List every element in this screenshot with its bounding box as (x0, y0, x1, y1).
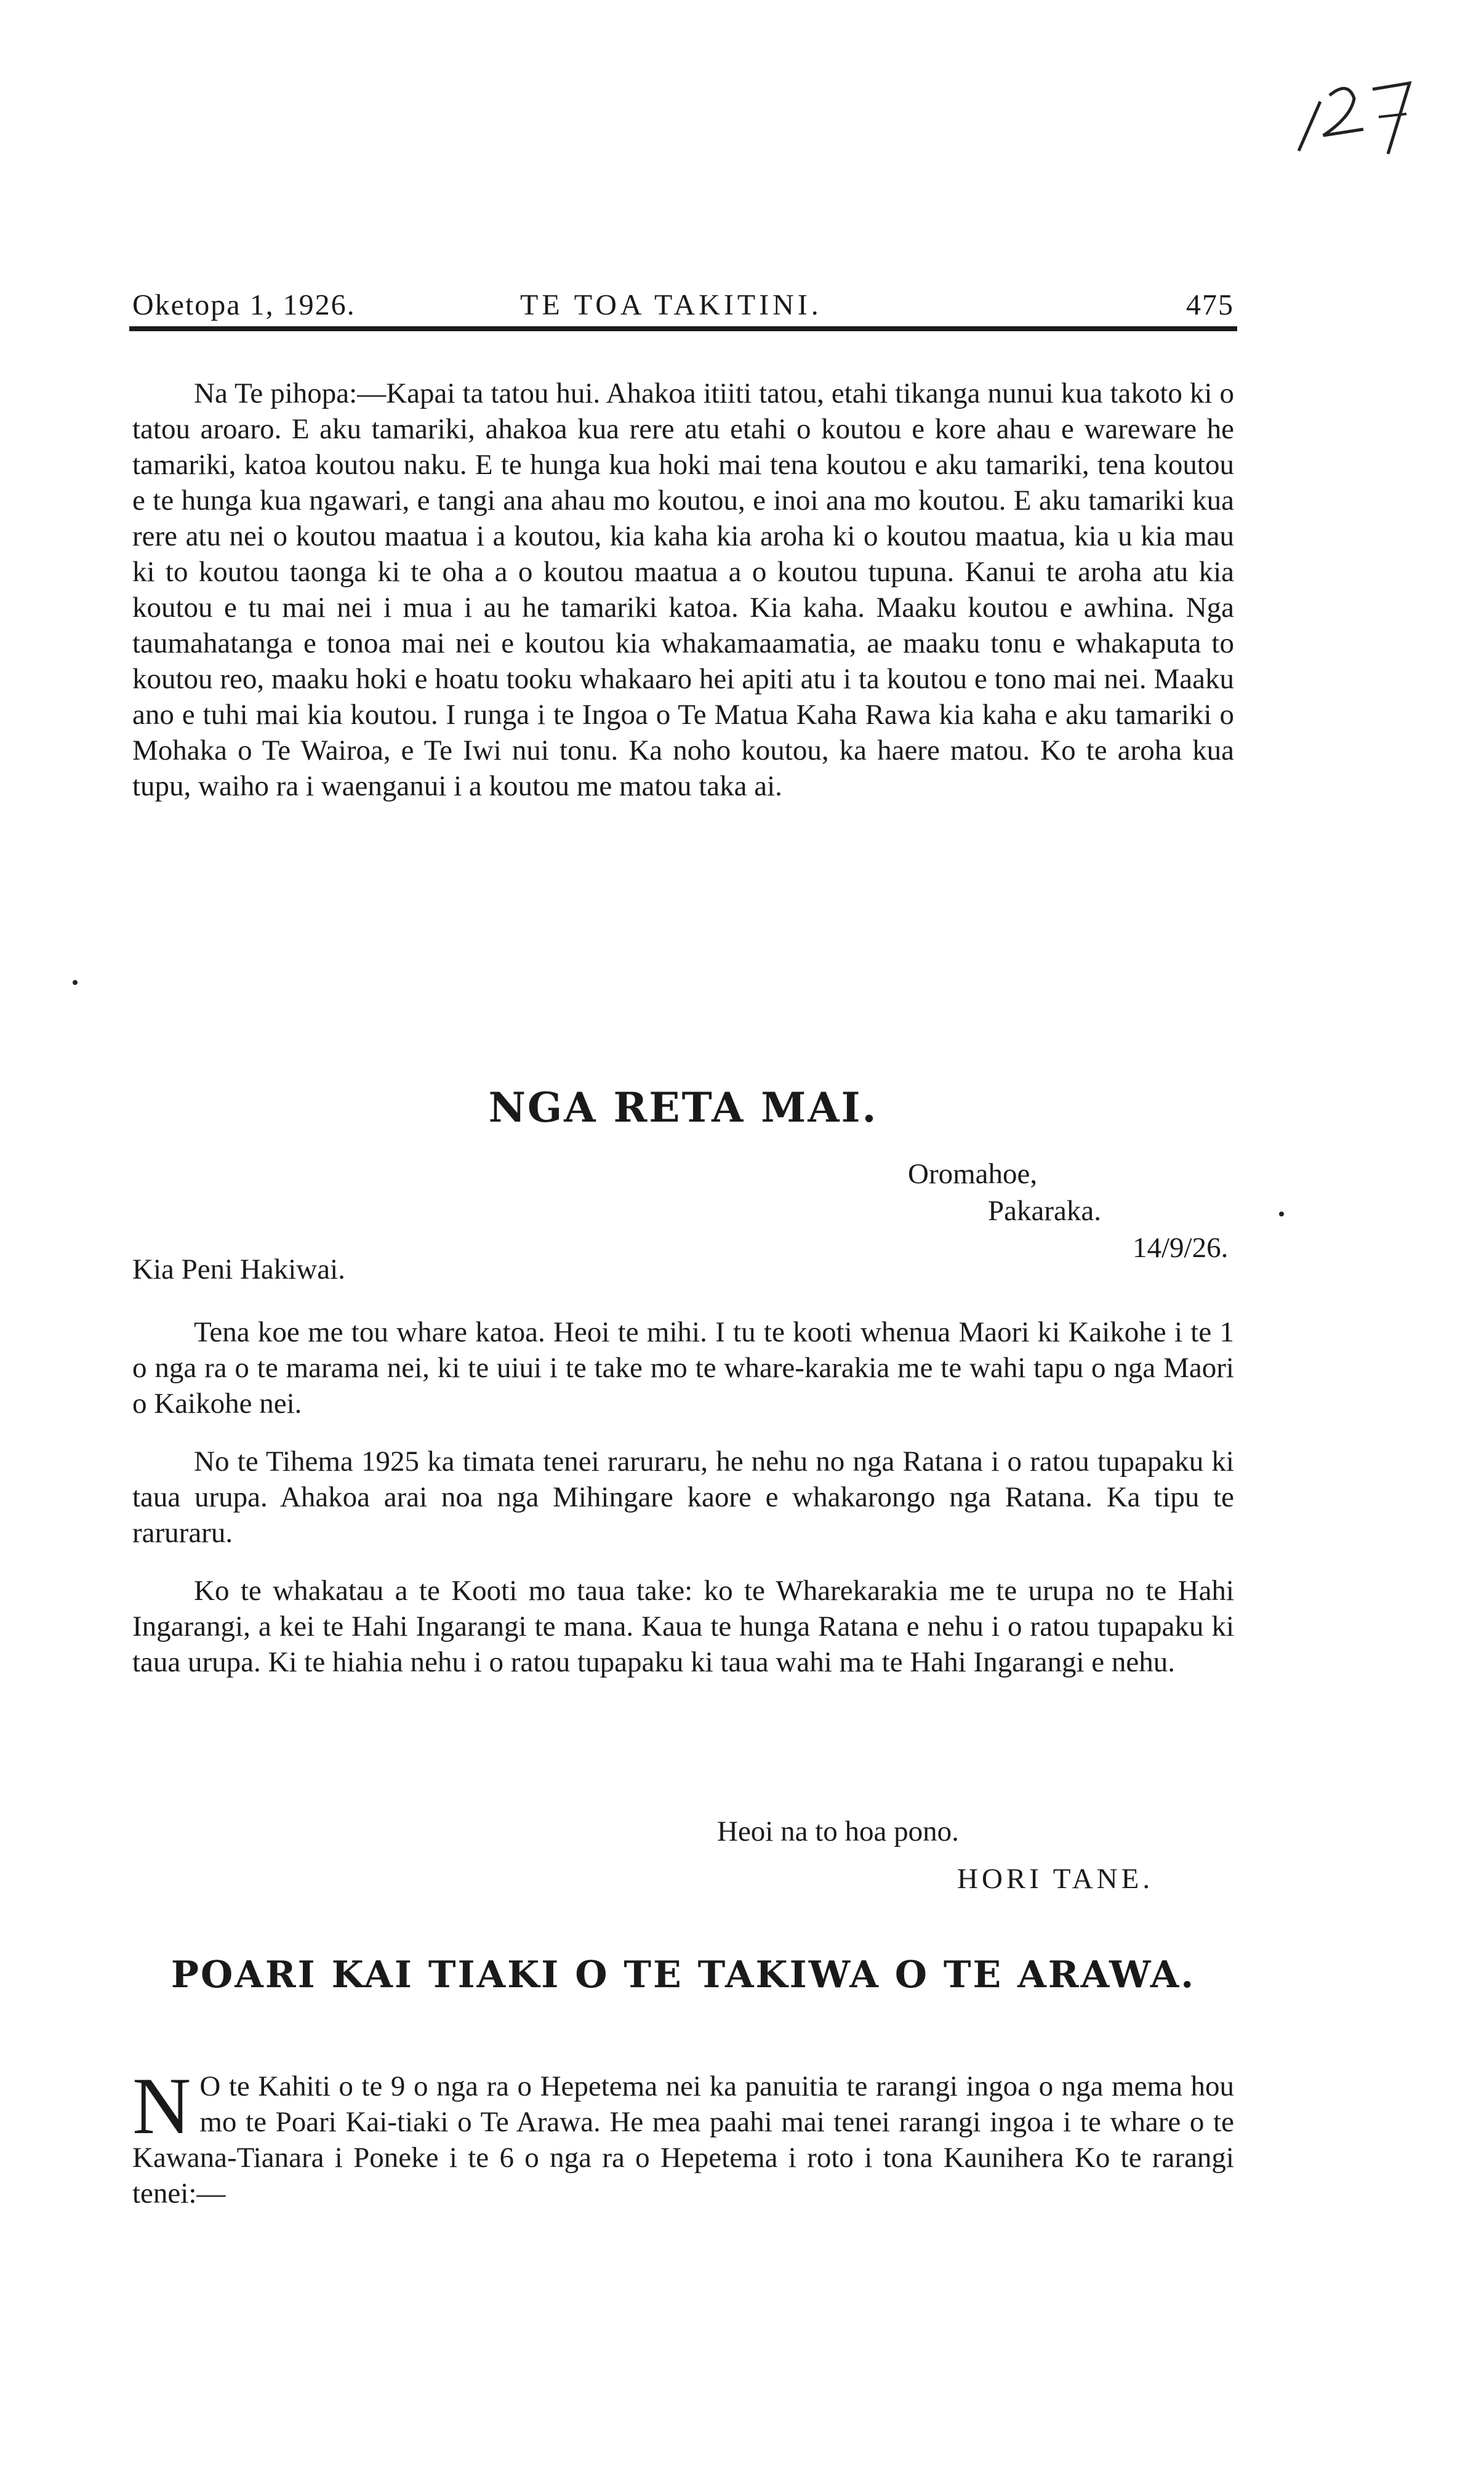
board-paragraph (132, 2060, 1234, 2211)
print-speck (73, 980, 78, 985)
letter-paragraph: No te Tihema 1925 ka timata tenei raruraru, he nehu no nga Ratana i o ratou tupapaku ki taua urupa. Ahakoa arai noa nga Mihingare kaore e whakarongo nga Ratana. Ka tipu te raruraru. (132, 1445, 1234, 1549)
board-heading: POARI KAI TIAKI O TE TAKIWA O TE ARAWA. (170, 1953, 1196, 1996)
board-text: O te Kahiti o te 9 o nga ra o Hepetema nei ka panuitia te rarangi ingoa o nga mema hou mo te Poari Kai-tiaki o Te Arawa. He mea paahi mai tenei rarangi ingoa i te whare o te Kawana-Tianara i Poneke i te 6 o nga ra o Hepetema i roto i tona Kaunihera Ko te rarangi tenei:— (132, 2070, 1234, 2209)
letter-body (132, 1314, 1234, 1702)
header-rule (129, 326, 1237, 331)
print-speck (1279, 1212, 1284, 1216)
letter-salutation: Kia Peni Hakiwai. (132, 1253, 345, 1285)
bishop-speech (132, 376, 1234, 804)
letter-signature: HORI TANE. (957, 1863, 1154, 1895)
speech-paragraph: Na Te pihopa:—Kapai ta tatou hui. Ahakoa itiiti tatou, etahi tikanga nunui kua takoto ki o tatou aroaro. E aku tamariki, ahakoa kua rere atu etahi o koutou e kore ahau e wareware he tamariki, katoa koutou naku. E te hunga kua hoki mai tena koutou e aku tamariki, tena koutou e te hunga kua ngawari, e tangi ana ahau mo koutou, e inoi ana mo koutou. E aku tamariki kua rere atu nei o koutou maatua i a koutou, kia kaha kia aroha ki o koutou maatua, kia u kia mau ki to koutou taonga ki te oha a o koutou maatua a o koutou tupuna. Kanui te aroha atu kia koutou e tu mai nei i mua i au he tamariki katoa. Kia kaha. Maaku koutou e awhina. Nga taumahatanga e tonoa mai nei e koutou kia whakamaamatia, ae maaku tonu e whakaputa to koutou reo, maaku hoki e hoatu tooku whakaaro hei apiti atu i ta koutou e tono mai nei. Maaku ano e tuhi mai kia koutou. I runga i te Ingoa o Te Matua Kaha Rawa kia kaha e aku tamariki o Mohaka o Te Wairoa, e Te Iwi nui tonu. Ka noho koutou, ka haere matou. Ko te aroha kua tupu, waiho ra i waenganui i a koutou me matou taka ai. (132, 377, 1234, 802)
drop-cap: N (132, 2060, 191, 2151)
issue-date: Oketopa 1, 1926. (132, 289, 356, 321)
running-header (132, 288, 1234, 331)
letter-signoff: Heoi na to hoa pono. (717, 1815, 959, 1847)
letter-address-line1: Oromahoe, (908, 1158, 1038, 1190)
letter-address-line2: Pakaraka. (988, 1195, 1101, 1227)
letters-heading: NGA RETA MAI. (488, 1083, 878, 1131)
newspaper-title: TE TOA TAKITINI. (520, 289, 822, 321)
letter-date: 14/9/26. (1133, 1232, 1229, 1264)
page-number: 475 (1186, 289, 1234, 321)
handwritten-page-number (1286, 37, 1428, 160)
letter-paragraph: Tena koe me tou whare katoa. Heoi te mihi. I tu te kooti whenua Maori ki Kaikohe i te 1 o nga ra o te marama nei, ki te uiui i te take mo te whare-karakia me te wahi tapu o nga Maori o Kaikohe nei. (132, 1316, 1234, 1420)
board-notice (132, 2060, 1234, 2211)
letter-paragraph: Ko te whakatau a te Kooti mo taua take: ko te Wharekarakia me te urupa no te Hahi Ingarangi, a kei te Hahi Ingarangi te mana. Kaua te hunga Ratana e nehu i o ratou tupapaku ki taua urupa. Ki te hiahia nehu i o ratou tupapaku ki taua wahi ma te Hahi Ingarangi e nehu. (132, 1575, 1234, 1678)
